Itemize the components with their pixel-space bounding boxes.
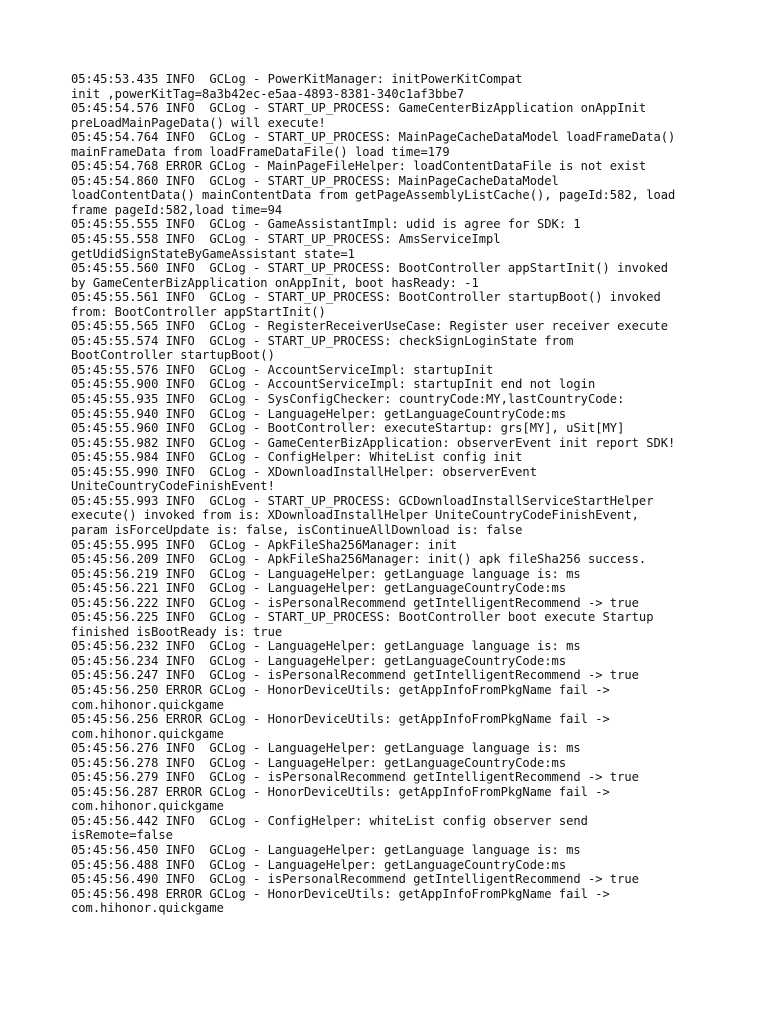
log-line: 05:45:56.490 INFO GCLog - isPersonalRecommend getIntelligentRecommend -> true [71, 872, 639, 887]
log-line: 05:45:55.935 INFO GCLog - SysConfigChecker: countryCode:MY,lastCountryCode: [71, 392, 625, 407]
log-line: 05:45:56.287 ERROR GCLog - HonorDeviceUtils: getAppInfoFromPkgName fail -> [71, 784, 610, 799]
log-line: com.hihonor.quickgame [71, 901, 224, 916]
log-line: 05:45:56.450 INFO GCLog - LanguageHelper: getLanguage language is: ms [71, 842, 581, 857]
log-line: 05:45:56.225 INFO GCLog - START_UP_PROCESS: BootController boot execute Startup [71, 610, 654, 625]
log-line: 05:45:56.442 INFO GCLog - ConfigHelper: whiteList config observer send [71, 813, 588, 828]
log-line: isRemote=false [71, 828, 173, 843]
log-line: 05:45:55.990 INFO GCLog - XDownloadInstallHelper: observerEvent [71, 464, 537, 479]
log-line: UniteCountryCodeFinishEvent! [71, 479, 275, 494]
log-text-block [71, 72, 731, 916]
log-line: 05:45:56.256 ERROR GCLog - HonorDeviceUtils: getAppInfoFromPkgName fail -> [71, 712, 610, 727]
log-line: 05:45:55.555 INFO GCLog - GameAssistantImpl: udid is agree for SDK: 1 [71, 217, 581, 232]
log-line: param isForceUpdate is: false, isContinueAllDownload is: false [71, 522, 523, 537]
log-line: com.hihonor.quickgame [71, 799, 224, 814]
log-line: 05:45:54.768 ERROR GCLog - MainPageFileHelper: loadContentDataFile is not exist [71, 159, 647, 174]
log-line: 05:45:54.576 INFO GCLog - START_UP_PROCESS: GameCenterBizApplication onAppInit [71, 101, 647, 116]
log-line: 05:45:55.984 INFO GCLog - ConfigHelper: WhiteList config init [71, 450, 523, 465]
log-line: 05:45:55.982 INFO GCLog - GameCenterBizApplication: observerEvent init report SDK! [71, 435, 676, 450]
log-line: 05:45:56.232 INFO GCLog - LanguageHelper: getLanguage language is: ms [71, 639, 581, 654]
log-line: 05:45:54.860 INFO GCLog - START_UP_PROCESS: MainPageCacheDataModel [71, 173, 559, 188]
log-line: 05:45:53.435 INFO GCLog - PowerKitManager: initPowerKitCompat [71, 72, 523, 86]
log-line: from: BootController appStartInit() [71, 304, 326, 319]
log-line: 05:45:55.560 INFO GCLog - START_UP_PROCESS: BootController appStartInit() invoked [71, 261, 669, 276]
log-line: 05:45:54.764 INFO GCLog - START_UP_PROCESS: MainPageCacheDataModel loadFrameData() [71, 130, 676, 145]
log-line: getUdidSignStateByGameAssistant state=1 [71, 246, 355, 261]
log-line: 05:45:56.278 INFO GCLog - LanguageHelper: getLanguageCountryCode:ms [71, 755, 567, 770]
log-line: mainFrameData from loadFrameDataFile() load time=179 [71, 144, 450, 159]
log-line: 05:45:55.574 INFO GCLog - START_UP_PROCESS: checkSignLoginState from [71, 333, 574, 348]
log-line: BootController startupBoot() [71, 348, 275, 363]
log-line: 05:45:55.995 INFO GCLog - ApkFileSha256Manager: init [71, 537, 457, 552]
log-line: 05:45:55.993 INFO GCLog - START_UP_PROCESS: GCDownloadInstallServiceStartHelper [71, 493, 654, 508]
log-line: 05:45:55.565 INFO GCLog - RegisterReceiverUseCase: Register user receiver execute [71, 319, 669, 334]
log-line: 05:45:55.576 INFO GCLog - AccountServiceImpl: startupInit [71, 362, 494, 377]
log-line: by GameCenterBizApplication onAppInit, boot hasReady: -1 [71, 275, 479, 290]
log-line: 05:45:56.222 INFO GCLog - isPersonalRecommend getIntelligentRecommend -> true [71, 595, 639, 610]
log-line: 05:45:56.221 INFO GCLog - LanguageHelper: getLanguageCountryCode:ms [71, 581, 567, 596]
log-line: finished isBootReady is: true [71, 624, 283, 639]
log-line: 05:45:56.247 INFO GCLog - isPersonalRecommend getIntelligentRecommend -> true [71, 668, 639, 683]
log-line: 05:45:55.558 INFO GCLog - START_UP_PROCESS: AmsServiceImpl [71, 232, 501, 247]
log-line: 05:45:56.219 INFO GCLog - LanguageHelper: getLanguage language is: ms [71, 566, 581, 581]
log-line: com.hihonor.quickgame [71, 726, 224, 741]
log-line: 05:45:56.209 INFO GCLog - ApkFileSha256Manager: init() apk fileSha256 success. [71, 552, 647, 567]
log-line: com.hihonor.quickgame [71, 697, 224, 712]
log-line: 05:45:55.900 INFO GCLog - AccountServiceImpl: startupInit end not login [71, 377, 596, 392]
log-line: loadContentData() mainContentData from getPageAssemblyListCache(), pageId:582, load [71, 188, 676, 203]
log-line: 05:45:56.234 INFO GCLog - LanguageHelper: getLanguageCountryCode:ms [71, 653, 567, 668]
log-line: 05:45:55.960 INFO GCLog - BootController: executeStartup: grs[MY], uSit[MY] [71, 421, 625, 436]
log-line: 05:45:56.498 ERROR GCLog - HonorDeviceUtils: getAppInfoFromPkgName fail -> [71, 886, 610, 901]
log-line: 05:45:56.488 INFO GCLog - LanguageHelper: getLanguageCountryCode:ms [71, 857, 567, 872]
log-line: 05:45:55.561 INFO GCLog - START_UP_PROCESS: BootController startupBoot() invoked [71, 290, 661, 305]
log-line: 05:45:56.250 ERROR GCLog - HonorDeviceUtils: getAppInfoFromPkgName fail -> [71, 682, 610, 697]
log-line: init ,powerKitTag=8a3b42ec-e5aa-4893-8381-340c1af3bbe7 [71, 86, 465, 101]
log-line: preLoadMainPageData() will execute! [71, 115, 326, 130]
log-line: frame pageId:582,load time=94 [71, 202, 283, 217]
log-line: 05:45:56.279 INFO GCLog - isPersonalRecommend getIntelligentRecommend -> true [71, 770, 639, 785]
log-line: 05:45:56.276 INFO GCLog - LanguageHelper: getLanguage language is: ms [71, 741, 581, 756]
log-line: execute() invoked from is: XDownloadInstallHelper UniteCountryCodeFinishEvent, [71, 508, 639, 523]
log-line: 05:45:55.940 INFO GCLog - LanguageHelper: getLanguageCountryCode:ms [71, 406, 567, 421]
